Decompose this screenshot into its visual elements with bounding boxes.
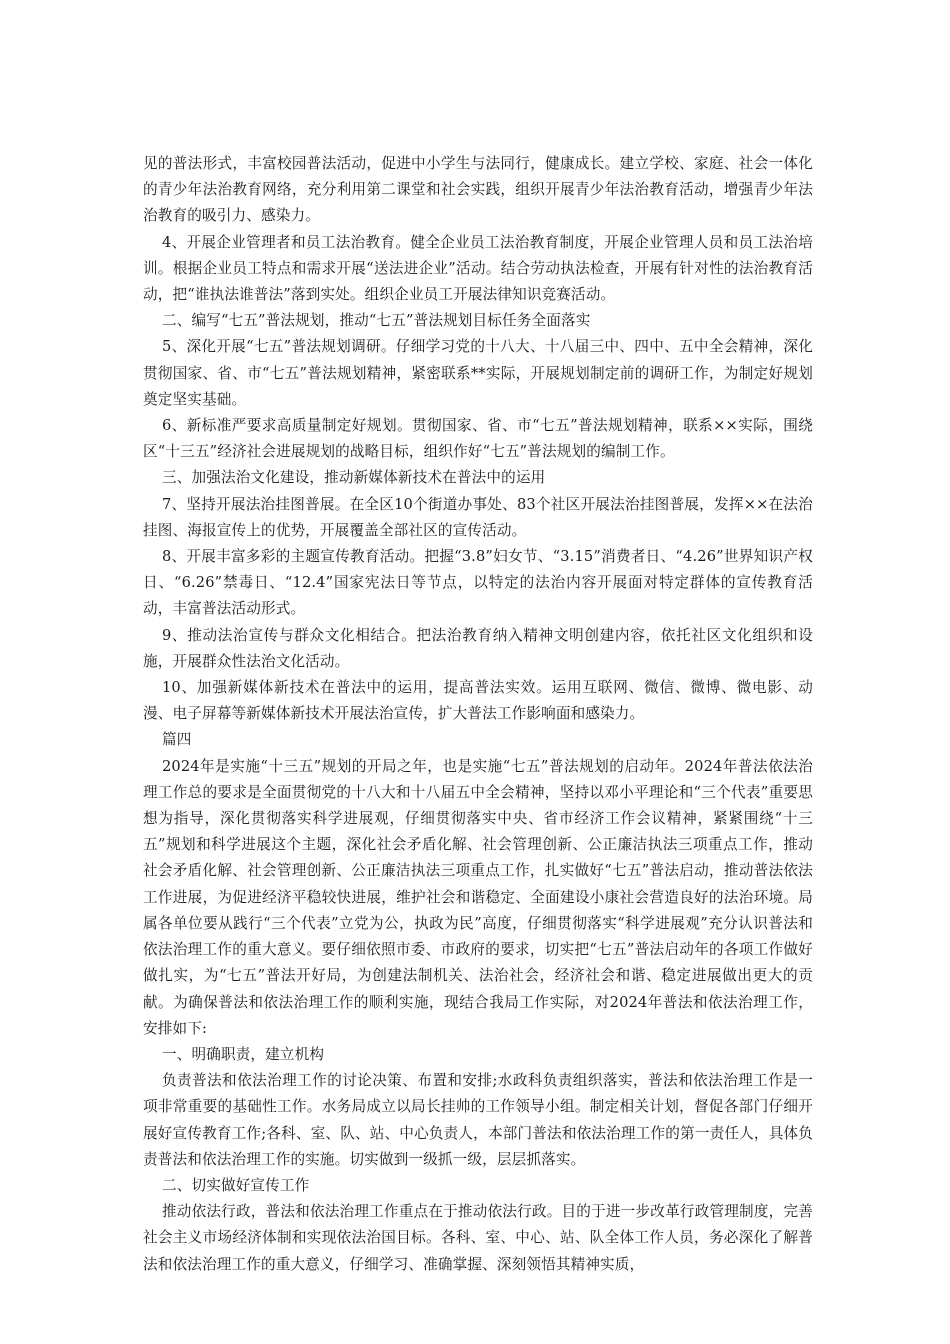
paragraph-responsibility: 负责普法和依法治理工作的讨论决策、布置和安排;水政科负责组织落实，普法和依法治理工作是一项非常重要的基础性工作。水务局成立以局长挂帅的工作领导小组。制定相关计划，督促各部门仔细开展好宣传教育工作;各科、室、队、站、中心负责人，本部门普法和依法治理工作的第一责任人，具体负责普法和依法治理工作的实施。切实做到一级抓一级，层层抓落实。: [143, 1072, 813, 1168]
section-heading-2: 二、编写“七五”普法规划，推动“七五”普法规划目标任务全面落实: [161, 312, 591, 330]
section-heading-two: 二、切实做好宣传工作: [161, 1176, 310, 1194]
paragraph-5: 5、深化开展“七五”普法规划调研。仔细学习党的十八大、十八届三中、四中、五中全会精神，深化贯彻国家、省、市“七五”普法规划精神，紧密联系**实际，开展规划制定前的调研工作，为制定好规划奠定坚实基础。: [143, 338, 813, 408]
paragraph-10: 10、加强新媒体新技术在普法中的运用，提高普法实效。运用互联网、微信、微博、微电影、动漫、电子屏幕等新媒体新技术开展法治宣传，扩大普法工作影响面和感染力。: [143, 679, 813, 723]
document-body: [143, 151, 813, 1278]
part-heading-4: 篇四: [161, 731, 192, 749]
paragraph-intro-2024: 2024年是实施“十三五”规划的开局之年，也是实施“七五”普法规划的启动年。2024年普法依法治理工作总的要求是全面贯彻党的十八大和十八届五中全会精神，坚持以邓小平理论和“三个代表”重要思想为指导，深化贯彻落实科学进展观，仔细贯彻落实中央、省市经济工作会议精神，紧紧围绕“十三五”规划和科学进展这个主题，深化社会矛盾化解、社会管理创新、公正廉洁执法三项重点工作，推动社会矛盾化解、社会管理创新、公正廉洁执法三项重点工作，扎实做好“七五”普法启动，推动普法依法工作进展，为促进经济平稳较快进展，维护社会和谐稳定、全面建设小康社会营造良好的法治环境。局属各单位要从践行“三个代表”立党为公，执政为民”高度，仔细贯彻落实“科学进展观”充分认识普法和依法治理工作的重大意义。要仔细依照市委、市政府的要求，切实把“七五”普法启动年的各项工作做好做扎实，为“七五”普法开好局，为创建法制机关、法治社会，经济社会和谐、稳定进展做出更大的贡献。为确保普法和依法治理工作的顺利实施，现结合我局工作实际，对2024年普法和依法治理工作，安排如下:: [143, 757, 813, 1037]
paragraph-administration: 推动依法行政，普法和依法治理工作重点在于推动依法行政。目的于进一步改革行政管理制度，完善社会主义市场经济体制和实现依法治国目标。各科、室、中心、站、队全体工作人员，务必深化了解普法和依法治理工作的重大意义，仔细学习、准确掌握、深刻领悟其精神实质，: [143, 1203, 813, 1273]
section-heading-one: 一、明确职责，建立机构: [161, 1045, 325, 1063]
paragraph-7: 7、坚持开展法治挂图普展。在全区10个街道办事处、83个社区开展法治挂图普展，发挥××在法治挂图、海报宣传上的优势，开展覆盖全部社区的宣传活动。: [143, 495, 813, 539]
section-heading-3: 三、加强法治文化建设，推动新媒体新技术在普法中的运用: [161, 469, 546, 487]
paragraph-2: 4、开展企业管理者和员工法治教育。健全企业员工法治教育制度，开展企业管理人员和员工法治培训。根据企业员工特点和需求开展“送法进企业”活动。结合劳动执法检查，开展有针对性的法治教育活动，把“谁执法谁普法”落到实处。组织企业员工开展法律知识竞赛活动。: [143, 233, 813, 304]
paragraph-8: 8、开展丰富多彩的主题宣传教育活动。把握“3.8”妇女节、“3.15”消费者日、“4.26”世界知识产权日、“6.26”禁毒日、“12.4”国家宪法日等节点，以特定的法治内容开展面对特定群体的宣传教育活动，丰富普法活动形式。: [143, 548, 813, 618]
paragraph-9: 9、推动法治宣传与群众文化相结合。把法治教育纳入精神文明创建内容，依托社区文化组织和设施，开展群众性法治文化活动。: [143, 626, 813, 670]
paragraph-1: 见的普法形式，丰富校园普法活动，促进中小学生与法同行，健康成长。建立学校、家庭、社会一体化的青少年法治教育网络，充分利用第二课堂和社会实践，组织开展青少年法治教育活动，增强青少年法治教育的吸引力、感染力。: [143, 155, 813, 225]
paragraph-6: 6、新标准严要求高质量制定好规划。贯彻国家、省、市“七五”普法规划精神，联系××实际，围绕区“十三五”经济社会进展规划的战略目标，组织作好“七五”普法规划的编制工作。: [143, 417, 813, 461]
